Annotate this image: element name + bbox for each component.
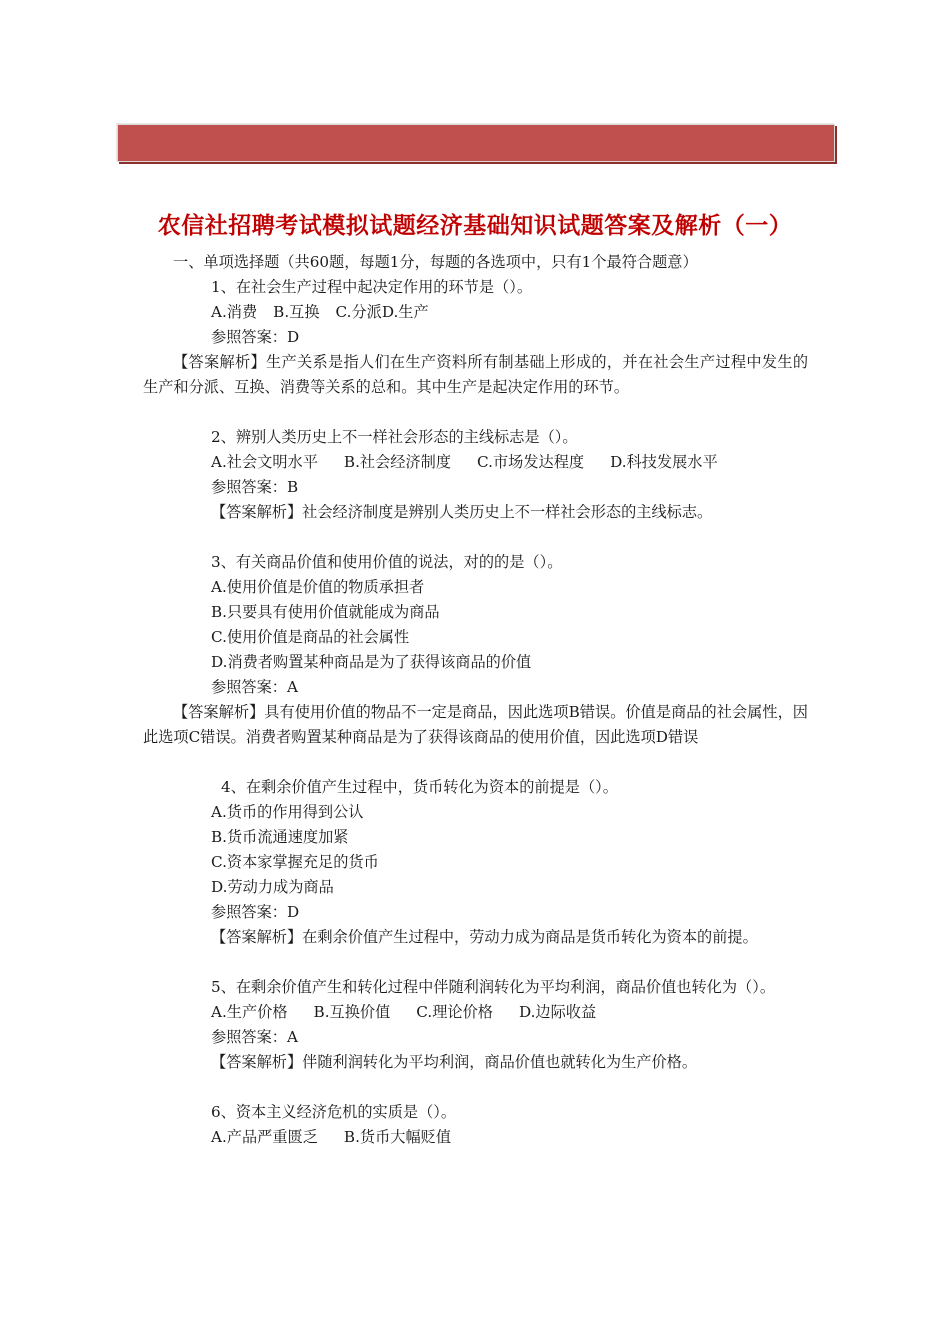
option: D.消费者购置某种商品是为了获得该商品的价值	[211, 653, 532, 671]
answer-value: A	[286, 1028, 298, 1046]
question-stem: 6、资本主义经济危机的实质是（）。	[211, 1103, 457, 1121]
question-options	[143, 1125, 808, 1150]
option: A.社会文明水平	[211, 453, 318, 471]
answer-line	[143, 325, 808, 350]
option: B.货币大幅贬值	[343, 1128, 452, 1146]
option: B.互换	[273, 303, 320, 321]
option: A.货币的作用得到公认	[211, 803, 364, 821]
header-banner	[117, 124, 835, 162]
answer-value: A	[286, 678, 298, 696]
question-stem: 4、在剩余价值产生过程中，货币转化为资本的前提是（）。	[221, 778, 618, 796]
question-stem: 1、在社会生产过程中起决定作用的环节是（）。	[211, 278, 533, 296]
answer-prefix: 参照答案：	[211, 328, 287, 346]
option: A.产品严重匮乏	[211, 1128, 318, 1146]
option: C.资本家掌握充足的货币	[211, 853, 379, 871]
question-options	[143, 1000, 808, 1025]
answer-prefix: 参照答案：	[211, 678, 287, 696]
option: A.使用价值是价值的物质承担者	[211, 578, 425, 596]
option: C.使用价值是商品的社会属性	[211, 628, 410, 646]
answer-prefix: 参照答案：	[211, 1028, 287, 1046]
option: A.生产价格	[211, 1003, 288, 1021]
option: C.理论价格	[416, 1003, 493, 1021]
question-stem: 2、辨别人类历史上不一样社会形态的主线标志是（）。	[211, 428, 578, 446]
answer-analysis: 【答案解析】社会经济制度是辨别人类历史上不一样社会形态的主线标志。	[211, 503, 713, 521]
answer-value: B	[286, 478, 299, 496]
question-stem: 3、有关商品价值和使用价值的说法，对的的是（）。	[211, 553, 563, 571]
answer-line	[143, 1025, 808, 1050]
option: B.互换价值	[313, 1003, 391, 1021]
answer-value: D	[286, 328, 300, 346]
page-title: 农信社招聘考试模拟试题经济基础知识试题答案及解析（一）	[157, 213, 793, 239]
option: B.社会经济制度	[343, 453, 452, 471]
answer-value: D	[286, 903, 300, 921]
option: B.货币流通速度加紧	[211, 828, 349, 846]
option: B.只要具有使用价值就能成为商品	[211, 603, 440, 621]
document-body	[143, 250, 808, 1150]
section-heading: 一、单项选择题（共60题，每题1分，每题的各选项中，只有1个最符合题意）	[173, 253, 698, 271]
option: A.消费	[211, 303, 258, 321]
question-stem: 5、在剩余价值产生和转化过程中伴随利润转化为平均利润，商品价值也转化为（）。	[211, 978, 776, 996]
option: C.市场发达程度	[477, 453, 585, 471]
answer-analysis: 【答案解析】具有使用价值的物品不一定是商品，因此选项B错误。价值是商品的社会属性，因此选项C错误。消费者购置某种商品是为了获得该商品的使用价值，因此选项D错误	[143, 703, 808, 746]
option: D.劳动力成为商品	[211, 878, 334, 896]
answer-line	[143, 675, 808, 700]
answer-prefix: 参照答案：	[211, 478, 287, 496]
answer-analysis: 【答案解析】在剩余价值产生过程中，劳动力成为商品是货币转化为资本的前提。	[211, 928, 758, 946]
answer-analysis: 【答案解析】生产关系是指人们在生产资料所有制基础上形成的，并在社会生产过程中发生的生产和分派、互换、消费等关系的总和。其中生产是起决定作用的环节。	[143, 353, 808, 396]
question-options	[143, 300, 808, 325]
option: D.生产	[381, 303, 429, 321]
option: D.边际收益	[518, 1003, 597, 1021]
answer-prefix: 参照答案：	[211, 903, 287, 921]
answer-line	[143, 900, 808, 925]
option: D.科技发展水平	[610, 453, 718, 471]
answer-analysis: 【答案解析】伴随利润转化为平均利润，商品价值也就转化为生产价格。	[211, 1053, 697, 1071]
question-options	[143, 450, 808, 475]
answer-line	[143, 475, 808, 500]
option: C.分派	[335, 303, 382, 321]
